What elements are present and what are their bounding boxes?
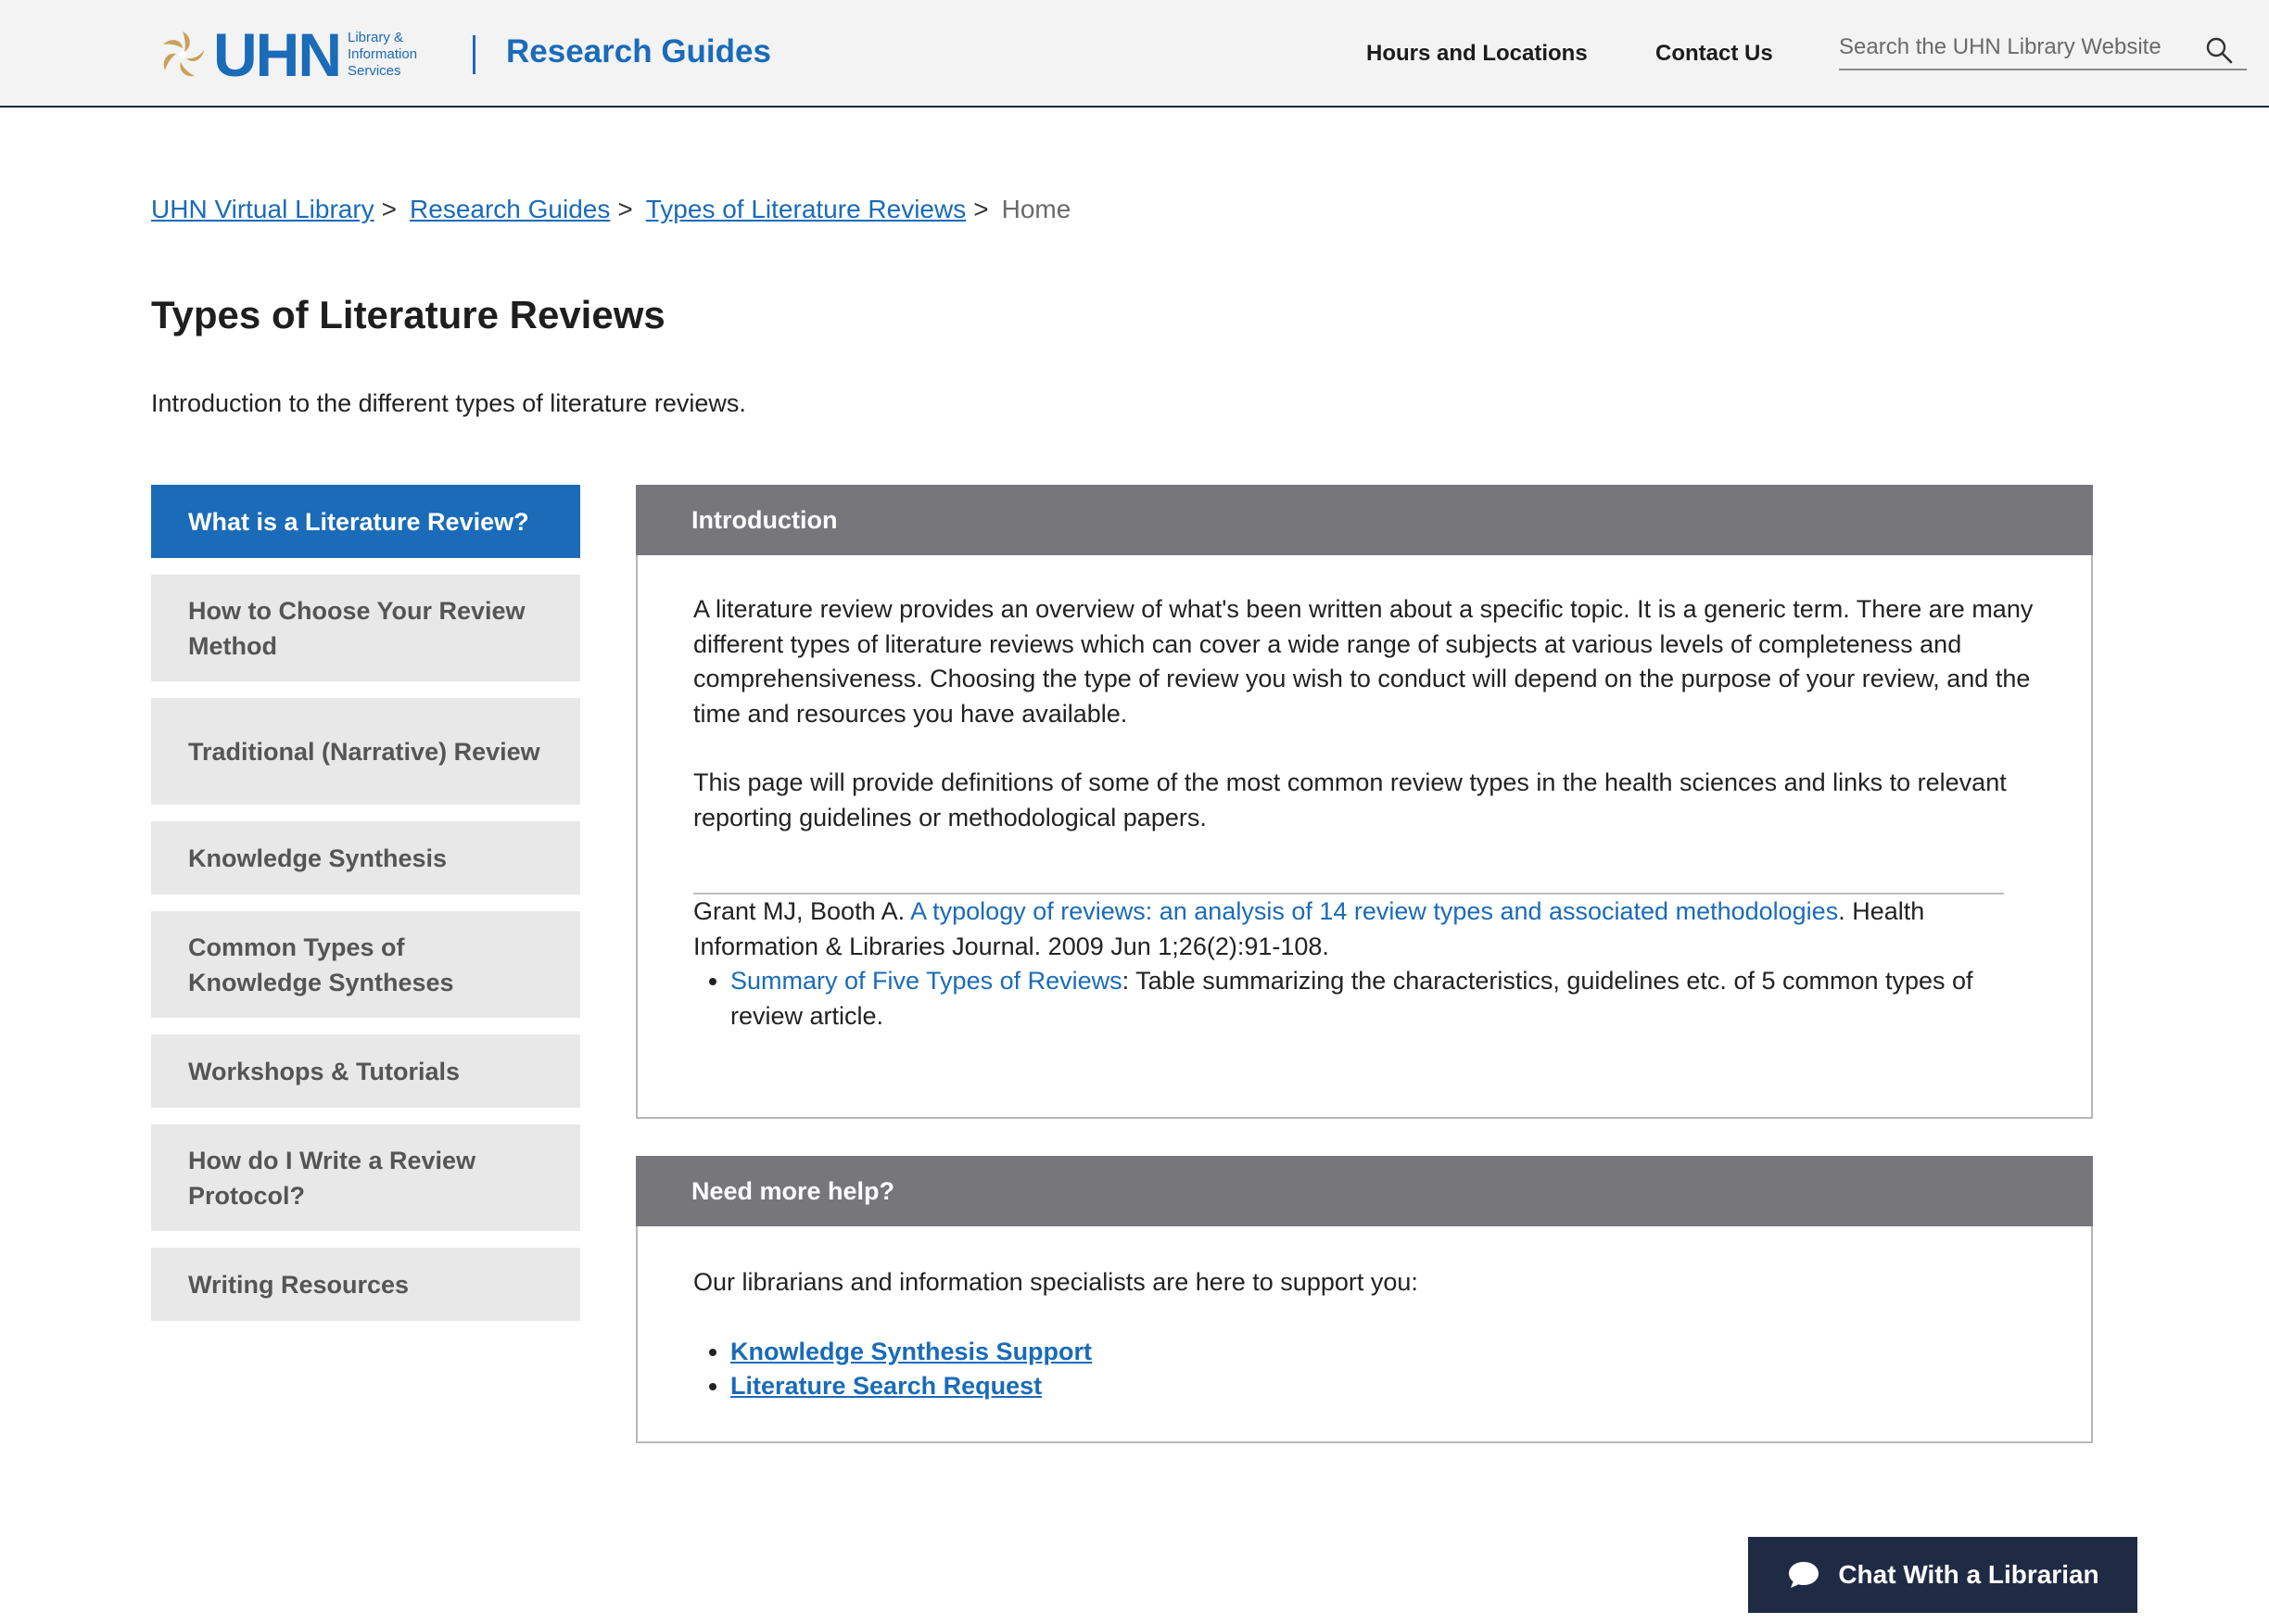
summary-five-types-link[interactable]: Summary of Five Types of Reviews — [730, 967, 1122, 995]
breadcrumb — [151, 195, 1071, 224]
sidenav-item-writing-resources[interactable]: Writing Resources — [151, 1248, 580, 1321]
breadcrumb-current: Home — [1001, 195, 1071, 223]
uhn-leaf-icon — [154, 26, 211, 83]
search-icon[interactable] — [2204, 35, 2234, 65]
introduction-box — [636, 485, 2093, 1119]
sidenav-item-common-types-of-knowledge-syntheses[interactable]: Common Types of Knowledge Syntheses — [151, 911, 580, 1018]
logo-wordmark: UHN — [213, 20, 340, 89]
need-more-help-heading: Need more help? — [636, 1156, 2093, 1226]
site-title-link[interactable]: Research Guides — [506, 33, 771, 70]
summary-description: : Table summarizing the characteristics, guidelines etc. of 5 common types of review article. — [730, 967, 1973, 1030]
site-header — [0, 0, 2269, 108]
citation-details: . Health Information & Libraries Journal. 2009 Jun 1;26(2):91-108. — [693, 897, 1925, 960]
sidenav-item-what-is-a-literature-review[interactable]: What is a Literature Review? — [151, 485, 580, 558]
breadcrumb-link-research-guides[interactable]: Research Guides — [410, 195, 611, 223]
list-item — [730, 1335, 2035, 1370]
logo-divider — [473, 35, 475, 74]
sidenav-item-traditional-narrative-review[interactable]: Traditional (Narrative) Review — [151, 698, 580, 805]
logo-subtitle: Library & Information Services — [348, 30, 418, 79]
list-item — [730, 1369, 2035, 1404]
breadcrumb-separator: > — [617, 195, 633, 223]
need-more-help-body — [638, 1226, 2091, 1404]
help-link-list — [693, 1335, 2035, 1404]
breadcrumb-separator: > — [381, 195, 398, 223]
breadcrumb-link-types-of-literature-reviews[interactable]: Types of Literature Reviews — [645, 195, 967, 223]
sidenav-item-knowledge-synthesis[interactable]: Knowledge Synthesis — [151, 821, 580, 894]
help-text: Our librarians and information specialists are here to support you: — [693, 1268, 1418, 1296]
page-description: Introduction to the different types of literature reviews. — [151, 389, 746, 417]
intro-paragraph-2: This page will provide definitions of some of the most common review types in the health sciences and links to relevant reporting guidelines or methodological papers. — [693, 768, 2007, 831]
sidenav-item-workshops-tutorials[interactable]: Workshops & Tutorials — [151, 1034, 580, 1108]
chat-with-librarian-button[interactable] — [1748, 1537, 2137, 1613]
list-item — [730, 964, 2035, 1034]
nav-hours-and-locations[interactable]: Hours and Locations — [1366, 41, 1588, 66]
sidenav-item-write-review-protocol[interactable]: How do I Write a Review Protocol? — [151, 1124, 580, 1231]
site-search — [1839, 28, 2247, 70]
typology-of-reviews-link[interactable]: A typology of reviews: an analysis of 14 review types and associated methodologies — [910, 897, 1839, 925]
page-title: Types of Literature Reviews — [151, 293, 665, 336]
citation-authors: Grant MJ, Booth A. — [693, 897, 911, 925]
intro-paragraph-1: A literature review provides an overview of what's been written about a specific topic. It is a generic term. There are many different types of literature reviews which can cover a wide range of subjects at various levels of completeness and comprehensiveness. Choosing the type of review you wish to conduct will depend on the purpose of your review, and the time and resources you have available. — [693, 595, 2034, 728]
breadcrumb-separator: > — [973, 195, 989, 223]
sidenav-item-how-to-choose-review-method[interactable]: How to Choose Your Review Method — [151, 575, 580, 681]
citation — [693, 894, 2035, 964]
search-input[interactable] — [1839, 33, 2191, 61]
uhn-logo[interactable] — [154, 20, 440, 89]
introduction-heading: Introduction — [636, 485, 2093, 555]
chat-bubble-icon — [1786, 1559, 1821, 1591]
knowledge-synthesis-support-link[interactable]: Knowledge Synthesis Support — [730, 1337, 1093, 1365]
breadcrumb-link-virtual-library[interactable]: UHN Virtual Library — [151, 195, 374, 223]
need-more-help-box — [636, 1156, 2093, 1443]
nav-contact-us[interactable]: Contact Us — [1655, 41, 1773, 66]
citation-bullet-list — [693, 964, 2035, 1034]
chat-button-label: Chat With a Librarian — [1838, 1560, 2099, 1589]
literature-search-request-link[interactable]: Literature Search Request — [730, 1372, 1043, 1400]
guide-side-nav — [151, 485, 580, 1338]
introduction-body — [638, 555, 2091, 1034]
